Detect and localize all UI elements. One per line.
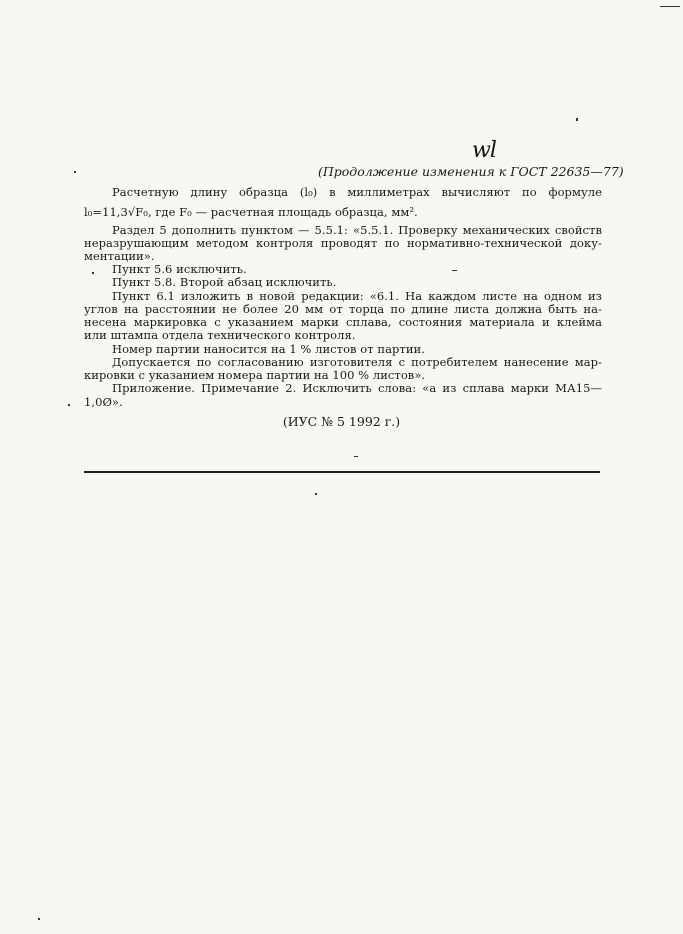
- scan-speck: [315, 493, 317, 495]
- body-line-10: несена маркировка с указанием марки сплава, состояния материала и клейма: [84, 315, 602, 329]
- scan-speck: [92, 272, 94, 274]
- formula-line: l₀=11,3√F₀, где F₀ — расчетная площадь образца, мм².: [84, 205, 418, 219]
- ius-reference: (ИУС № 5 1992 г.): [282, 414, 401, 429]
- handwritten-mark: wl: [472, 138, 496, 163]
- body-line-4: неразрушающим методом контроля проводят по нормативно-технической доку-: [84, 236, 602, 250]
- body-line-12: Номер партии наносится на 1 % листов от партии.: [112, 342, 425, 356]
- continuation-header: (Продолжение изменения к ГОСТ 22635—77): [318, 164, 624, 179]
- body-line-8: Пункт 6.1 изложить в новой редакции: «6.1. На каждом листе на одном из: [112, 289, 602, 303]
- body-line-6: Пункт 5.6 исключить.: [112, 262, 247, 276]
- horizontal-rule: [84, 471, 600, 473]
- body-line-15: Приложение. Примечание 2. Исключить слова: «а из сплава марки МА15—: [112, 381, 602, 395]
- body-line-14: кировки с указанием номера партии на 100 % листов».: [84, 368, 426, 382]
- scan-speck: [576, 118, 578, 121]
- scan-speck: [660, 6, 680, 7]
- scan-speck: [354, 456, 358, 457]
- body-line-3: Раздел 5 дополнить пунктом — 5.5.1: «5.5.1. Проверку механических свойств: [112, 223, 602, 237]
- body-line-9: углов на расстоянии не более 20 мм от торца по длине листа должна быть на-: [84, 302, 602, 316]
- body-line-5: ментации».: [84, 249, 155, 263]
- body-line-1: Расчетную длину образца (l₀) в миллиметрах вычисляют по формуле: [112, 185, 602, 199]
- scan-speck: [38, 918, 40, 920]
- body-line-11: или штампа отдела технического контроля.: [84, 328, 356, 342]
- body-line-13: Допускается по согласованию изготовителя с потребителем нанесение мар-: [112, 355, 602, 369]
- scan-speck: [74, 171, 76, 173]
- body-line-16: 1,0Ø».: [84, 395, 123, 409]
- scan-speck: [68, 404, 70, 406]
- scan-speck: [452, 270, 457, 271]
- body-line-7: Пункт 5.8. Второй абзац исключить.: [112, 275, 337, 289]
